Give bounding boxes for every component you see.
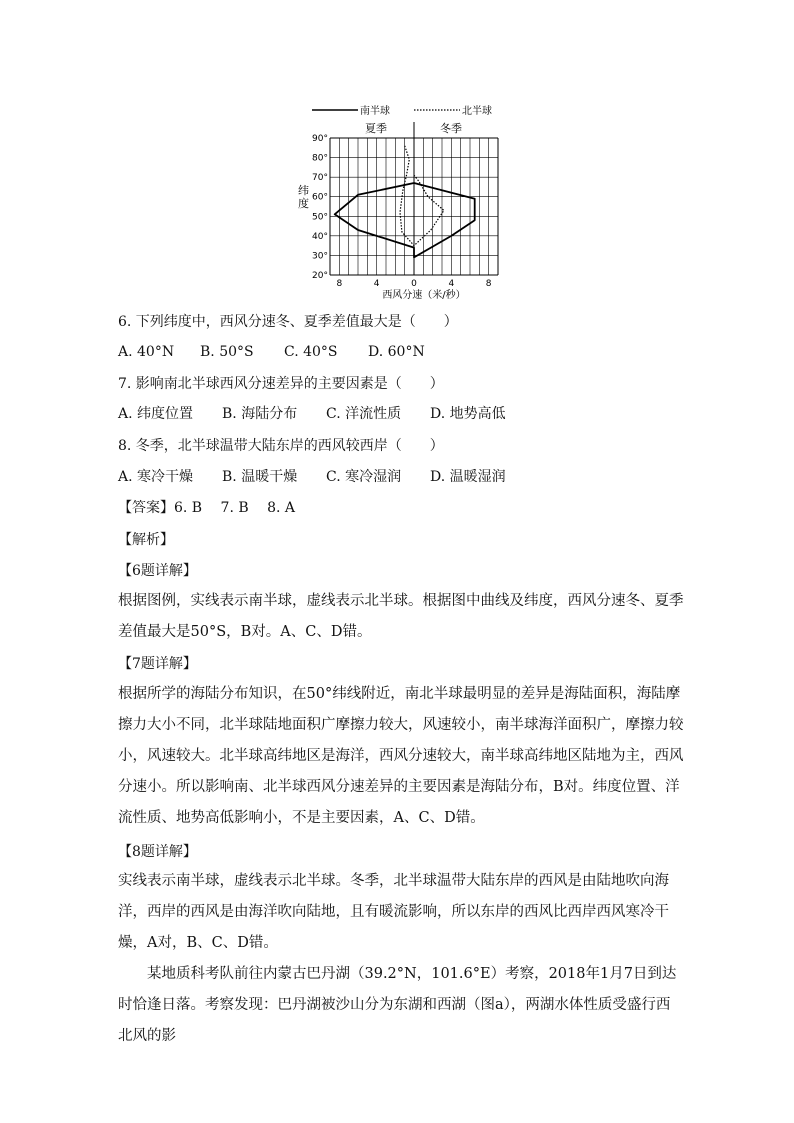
option-6d: D. 60°N <box>368 344 425 360</box>
answer-line: 【答案】6. B 7. B 8. A <box>118 500 296 516</box>
question-6-stem: 6. 下列纬度中，西风分速冬、夏季差值最大是（ ） <box>118 314 458 330</box>
y-axis-label <box>298 183 309 210</box>
q6-detail-label: 【6题详解】 <box>118 563 197 579</box>
question-7-options <box>118 404 688 424</box>
question-7 <box>118 374 688 394</box>
option-6b: B. 50°S <box>200 344 254 360</box>
legend-south-label: 南半球 <box>360 106 390 117</box>
option-7b: B. 海陆分布 <box>222 406 298 422</box>
legend-north-label: 北半球 <box>462 106 492 117</box>
y-tick-label: 70° <box>312 173 328 184</box>
y-tick-label: 20° <box>312 271 328 281</box>
option-7d: D. 地势高低 <box>430 406 506 422</box>
y-axis-label-char: 度 <box>298 197 309 210</box>
q7-detail-label: 【7题详解】 <box>118 656 197 672</box>
season-winter-label: 冬季 <box>440 122 462 135</box>
question-6 <box>118 312 688 332</box>
intro-paragraph: 某地质科考队前往内蒙古巴丹湖（39.2°N，101.6°E）考察，2018年1月7日到达时恰逢日落。考察发现：巴丹湖被沙山分为东湖和西湖（图a），两湖水体性质受盛行西北风的影 <box>118 966 677 1044</box>
y-tick-label: 40° <box>312 231 328 242</box>
q7-detail-text: 根据所学的海陆分布知识，在50°纬线附近，南北半球最明显的差异是海陆面积，海陆摩擦力大小不同，北半球陆地面积广摩擦力较大，风速较小，南半球海洋面积广，摩擦力较小，风速较大。北半球高纬地区是海洋，西风分速较大，南半球高纬地区陆地为主，西风分速小。所以影响南、北半球西风分速差异的主要因素是海陆分布，B对。纬度位置、洋流性质、地势高低影响小，不是主要因素，A、C、D错。 <box>118 686 684 826</box>
x-axis-label: 西风分速（米/秒） <box>382 290 466 301</box>
question-6-options <box>118 342 688 362</box>
option-7a: A. 纬度位置 <box>118 406 194 422</box>
q8-detail-text: 实线表示南半球，虚线表示北半球。冬季，北半球温带大陆东岸的西风是由陆地吹向海洋，西岸的西风是由海洋吹向陆地，且有暖流影响，所以东岸的西风比西岸西风寒冷干燥，A对，B、C、D错。 <box>118 873 669 951</box>
north-hemisphere-curve <box>400 146 444 246</box>
x-tick-label: 8 <box>485 279 492 289</box>
option-6a: A. 40°N <box>118 344 175 360</box>
q6-detail-text: 根据图例，实线表示南半球，虚线表示北半球。根据图中曲线及纬度，西风分速冬、夏季差值最大是50°S，B对。A、C、D错。 <box>118 593 684 640</box>
question-8 <box>118 436 688 456</box>
y-tick-label: 50° <box>312 212 328 223</box>
analysis-label: 【解析】 <box>118 532 174 548</box>
y-tick-label: 80° <box>312 153 328 164</box>
wind-speed-chart <box>300 98 520 308</box>
question-7-stem: 7. 影响南北半球西风分速差异的主要因素是（ ） <box>118 376 444 392</box>
option-8b: B. 温暖干燥 <box>222 469 298 485</box>
chart-legend <box>312 104 492 117</box>
q8-detail-label: 【8题详解】 <box>118 844 197 860</box>
season-summer-label: 夏季 <box>365 122 387 135</box>
option-8d: D. 温暖湿润 <box>430 469 506 485</box>
y-tick-label: 60° <box>312 192 328 203</box>
question-8-options <box>118 467 688 487</box>
x-tick-label: 4 <box>373 279 380 289</box>
wind-speed-figure <box>300 98 520 308</box>
x-tick-label: 4 <box>448 279 455 289</box>
question-8-stem: 8. 冬季，北半球温带大陆东岸的西风较西岸（ ） <box>118 438 444 454</box>
y-tick-label: 30° <box>312 251 328 262</box>
option-6c: C. 40°S <box>284 344 338 360</box>
x-tick-label: 0 <box>411 279 417 289</box>
y-tick-label: 90° <box>312 134 328 144</box>
option-7c: C. 洋流性质 <box>326 406 402 422</box>
option-8c: C. 寒冷湿润 <box>326 469 402 485</box>
option-8a: A. 寒冷干燥 <box>118 469 194 485</box>
y-axis-label-char: 纬 <box>298 184 309 197</box>
x-tick-label: 8 <box>336 279 343 289</box>
